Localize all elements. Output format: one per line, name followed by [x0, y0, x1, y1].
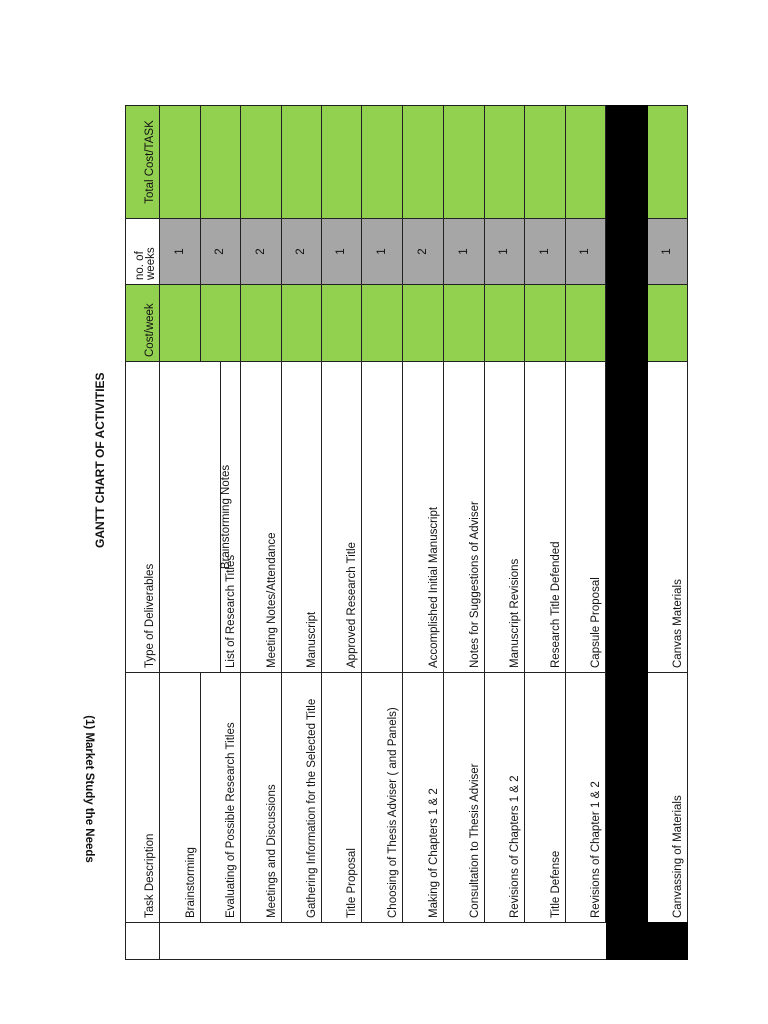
total-cell [201, 105, 241, 218]
deliverable-cell-text: Research Title Defended [550, 541, 562, 668]
total-cell [566, 105, 606, 218]
header-cost-week-text: Cost/week [144, 303, 156, 357]
deliverable-cell [566, 361, 606, 672]
weeks-cell [444, 218, 485, 284]
total-cell [525, 105, 566, 218]
task-cell-text: Making of Chapters 1 & 2 [428, 788, 440, 918]
task-cell-text: Consultation to Thesis Adviser [469, 763, 481, 918]
weeks-cell [282, 218, 322, 284]
deliverable-cell [362, 361, 403, 672]
page-title: GANTT CHART OF ACTIVITIES [93, 372, 107, 548]
section-label: (1) Market Study the Needs [83, 715, 95, 863]
task-cell-text: Evaluating of Possible Research Titles [225, 722, 237, 918]
deliverable-cell-text: Capsule Proposal [590, 577, 602, 668]
weeks-cell-text: 1 [375, 248, 388, 255]
header-total-text: Total Cost/TASK [144, 120, 156, 204]
deliverable-cell [282, 361, 322, 672]
weeks-cell [241, 218, 282, 284]
section-side-cell-bottom [648, 922, 688, 960]
deliverable-cell-text: Accomplished Initial Manuscript [428, 506, 440, 668]
header-cost-week [125, 284, 160, 361]
total-cell [241, 105, 282, 218]
task-cell [322, 672, 362, 922]
weeks-cell [403, 218, 444, 284]
weeks-cell [648, 218, 688, 284]
header-deliverable [125, 361, 160, 672]
weeks-cell-text: 2 [295, 248, 307, 255]
weeks-cell-text: 1 [579, 248, 591, 255]
task-cell [485, 672, 525, 922]
weeks-cell-text: 1 [661, 248, 673, 255]
weeks-cell-text: 2 [214, 248, 226, 255]
deliverable-cell-text: Approved Research Title [346, 542, 358, 668]
cost-week-cell [201, 284, 241, 361]
task-cell-text: Canvassing of Materials [672, 795, 684, 918]
cost-week-cell [485, 284, 525, 361]
task-cell [241, 672, 282, 922]
task-cell [444, 672, 485, 922]
task-cell [282, 672, 322, 922]
header-total [125, 105, 160, 218]
cost-week-cell [648, 284, 688, 361]
weeks-cell-text: 2 [416, 248, 429, 255]
total-cell [160, 105, 201, 218]
task-cell [362, 672, 403, 922]
task-cell [403, 672, 444, 922]
cost-week-cell [403, 284, 444, 361]
header-task-text: Task Description [144, 833, 156, 918]
total-cell [403, 105, 444, 218]
cost-week-cell [525, 284, 566, 361]
header-weeks-text: no. of weeks [134, 247, 157, 280]
task-cell [566, 672, 606, 922]
black-separator-row [606, 284, 648, 960]
task-cell [201, 672, 241, 922]
task-cell-text: Meetings and Discussions [266, 784, 278, 918]
cost-week-cell [282, 284, 322, 361]
deliverable-cell [403, 361, 444, 672]
cost-week-cell [362, 284, 403, 361]
task-cell-text: Revisions of Chapter 1 & 2 [590, 781, 602, 918]
deliverable-cell [648, 361, 688, 672]
section-side-cell [160, 922, 606, 960]
task-cell-text: Title Defense [550, 850, 562, 918]
deliverable-cell-text: Manuscript Revisions [509, 558, 521, 668]
header-side-cell [125, 922, 160, 960]
task-cell [525, 672, 566, 922]
cost-week-cell [322, 284, 362, 361]
weeks-cell [525, 218, 566, 284]
black-separator-row-right [606, 105, 648, 284]
weeks-cell [160, 218, 201, 284]
total-cell [444, 105, 485, 218]
total-cell [282, 105, 322, 218]
weeks-cell-text: 2 [254, 248, 267, 255]
task-cell-text: Title Proposal [346, 848, 358, 918]
deliverable-cell-text: Canvas Materials [672, 579, 684, 668]
weeks-cell-text: 1 [457, 248, 470, 255]
total-cell [362, 105, 403, 218]
weeks-cell-text: 1 [173, 248, 186, 255]
total-cell [322, 105, 362, 218]
deliverable-cell-text: Meeting Notes/Attendance [266, 532, 278, 668]
weeks-cell-text: 1 [335, 248, 347, 255]
task-cell-text: Revisions of Chapters 1 & 2 [509, 775, 521, 918]
deliverable-cell [241, 361, 282, 672]
deliverable-cell-text: List of Research Titles [225, 554, 237, 668]
deliverable-cell-text: Notes for Suggestions of Adviser [469, 501, 481, 668]
cost-week-cell [241, 284, 282, 361]
cost-week-cell [444, 284, 485, 361]
weeks-cell [362, 218, 403, 284]
task-cell [648, 672, 688, 922]
weeks-cell-text: 1 [538, 248, 551, 255]
weeks-cell [566, 218, 606, 284]
task-cell-text: Gathering Information for the Selected Title [306, 698, 318, 918]
weeks-cell [485, 218, 525, 284]
cost-week-cell [566, 284, 606, 361]
total-cell [648, 105, 688, 218]
task-cell-text: Choosing of Thesis Adviser ( and Panels) [387, 707, 399, 918]
weeks-cell-text: 1 [498, 248, 510, 255]
weeks-cell [322, 218, 362, 284]
deliverable-cell-text: Brainstorming Notes [220, 464, 232, 570]
deliverable-cell-text: Manuscript [306, 611, 318, 668]
header-weeks [125, 218, 160, 284]
deliverable-cell [444, 361, 485, 672]
header-task [125, 672, 160, 922]
deliverable-cell [201, 361, 241, 672]
weeks-cell [201, 218, 241, 284]
total-cell [485, 105, 525, 218]
deliverable-cell [485, 361, 525, 672]
cost-week-cell [160, 284, 201, 361]
deliverable-cell [322, 361, 362, 672]
task-cell [160, 672, 201, 922]
task-cell-text: Brainstorming [185, 847, 197, 918]
deliverable-cell [525, 361, 566, 672]
header-deliverable-text: Type of Deliverables [144, 563, 156, 668]
